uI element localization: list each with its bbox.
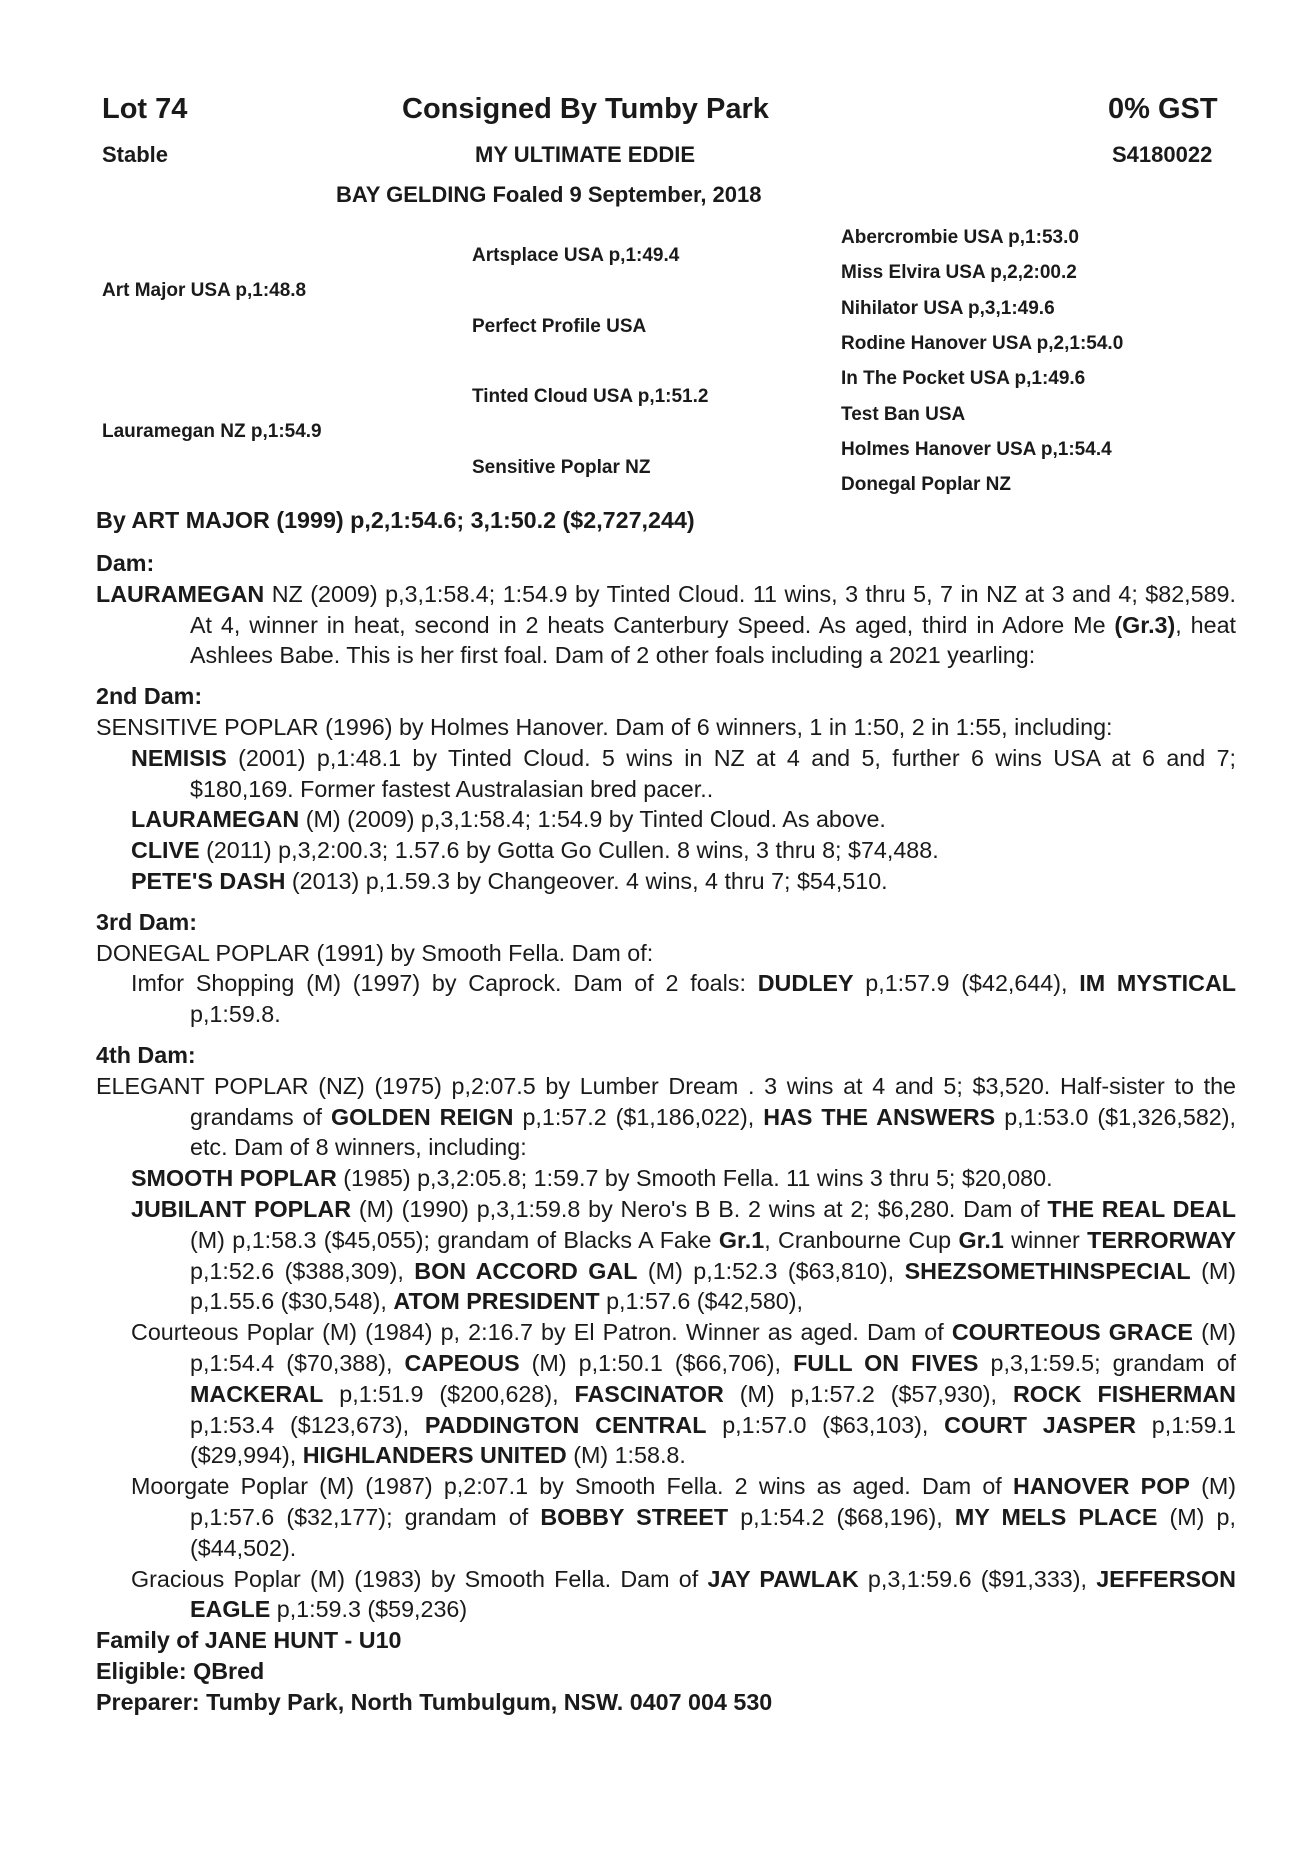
race-grade: Gr.1 [718,1226,765,1253]
pedigree-gen3-8: Donegal Poplar NZ [841,474,1011,495]
pedigree-dam: Lauramegan NZ p,1:54.9 [102,421,322,442]
progeny-text: (M) p,1:52.3 ($63,810), [637,1257,905,1284]
pedigree-gen3-6: Test Ban USA [841,404,966,425]
pedigree-gen3-4: Rodine Hanover USA p,2,1:54.0 [841,333,1124,354]
progeny-text: (M) p,1:54.4 ($70,388), [190,1319,1236,1376]
pedigree-dam-dam: Sensitive Poplar NZ [472,457,651,478]
progeny-text: Courteous Poplar (M) (1984) p, 2:16.7 by El Patron. Winner as aged. Dam of [131,1319,952,1346]
progeny-text: p,1:59.1 ($29,994), [190,1411,1236,1469]
progeny-entry [96,1163,1236,1194]
progeny-entry [96,1564,1236,1626]
preparer-line: Preparer: Tumby Park, North Tumbulgum, NSW. 0407 004 530 [96,1688,773,1715]
progeny-entry [96,866,1236,897]
second-dam-intro: SENSITIVE POPLAR (1996) by Holmes Hanover. Dam of 6 winners, 1 in 1:50, 2 in 1:55, including: [96,713,1113,740]
progeny-text: Gracious Poplar (M) (1983) by Smooth Fella. Dam of [131,1565,708,1592]
progeny-text: (M) p,1:58.3 ($45,055); grandam of Blacks A Fake [190,1226,719,1253]
progeny-name: SHEZSOMETHINSPECIAL [904,1257,1191,1284]
progeny-name: FULL ON FIVES [793,1349,979,1376]
pedigree-sire: Art Major USA p,1:48.8 [102,280,307,301]
progeny-entry [96,804,1236,835]
progeny-text: p,1:53.4 ($123,673), [190,1411,425,1438]
progeny-name: ATOM PRESIDENT [393,1288,600,1315]
progeny-name: PETE'S DASH [131,867,286,894]
progeny-text: (M) p,1.55.6 ($30,548), [190,1257,1236,1315]
progeny-text: p,1:59.8. [190,1001,281,1028]
progeny-entry [96,968,1236,1030]
progeny-entry [96,1471,1236,1563]
dam-heading: Dam: [96,550,155,576]
dam-text: p,1:57.2 ($1,186,022), [513,1103,764,1130]
progeny-name: CLIVE [131,837,200,864]
progeny-name: ROCK FISHERMAN [1012,1380,1236,1407]
dam-text-b: , heat Ashlees Babe. This is her first foal. Dam of 2 other foals including a 2021 yearling: [190,611,1236,669]
progeny-text: p,3,1:59.6 ($91,333), [858,1565,1097,1592]
progeny-name: JEFFERSON EAGLE [190,1565,1237,1623]
family-line: Family of JANE HUNT - U10 [96,1627,402,1654]
progeny-name: COURTEOUS GRACE [951,1319,1193,1346]
progeny-name: MY MELS PLACE [954,1503,1158,1530]
fourth-dam-heading: 4th Dam: [96,1041,196,1068]
progeny-entry [96,743,1236,805]
horse-name: MY ULTIMATE EDDIE [475,142,695,167]
progeny-text: p,1:59.3 ($59,236) [270,1596,468,1623]
progeny-entry [96,1317,1236,1471]
progeny-name: HIGHLANDERS UNITED [302,1442,567,1469]
dam-paragraph [96,579,1236,671]
progeny-text: (2011) p,3,2:00.3; 1.57.6 by Gotta Go Cullen. 8 wins, 3 thru 8; $74,488. [199,837,939,864]
progeny-text: (M) 1:58.8. [566,1442,686,1469]
progeny-text: p,1:54.2 ($68,196), [728,1503,955,1530]
sire-line: By ART MAJOR (1999) p,2,1:54.6; 3,1:50.2 ($2,727,244) [96,507,695,533]
pedigree-gen3-2: Miss Elvira USA p,2,2:00.2 [841,262,1077,283]
progeny-text: p,1:51.9 ($200,628), [323,1380,575,1407]
third-dam-intro: DONEGAL POPLAR (1991) by Smooth Fella. Dam of: [96,939,654,966]
progeny-text: , Cranbourne Cup [764,1226,959,1253]
second-dam-heading: 2nd Dam: [96,683,203,710]
pedigree-sire-sire: Artsplace USA p,1:49.4 [472,245,680,266]
catalogue-body [96,548,1236,1717]
horse-description: BAY GELDING Foaled 9 September, 2018 [336,182,762,207]
progeny-name: JUBILANT POPLAR [131,1195,352,1222]
horse-code: S4180022 [1112,142,1213,167]
progeny-text: (M) (2009) p,3,1:58.4; 1:54.9 by Tinted Cloud. As above. [299,806,886,833]
lot-number: Lot 74 [102,93,188,125]
progeny-entry [96,1194,1236,1317]
progeny-name: BON ACCORD GAL [414,1257,638,1284]
progeny-name: NEMISIS [131,744,227,771]
progeny-text: p,1:52.6 ($388,309), [190,1257,415,1284]
progeny-name: JAY PAWLAK [707,1565,859,1592]
stable-label: Stable [102,142,169,167]
gst-rate: 0% GST [1108,93,1218,125]
progeny-text: p,1:57.6 ($42,580), [599,1288,803,1315]
pedigree-gen3-1: Abercrombie USA p,1:53.0 [841,227,1079,248]
dam-text: p,1:53.0 ($1,326,582), etc. Dam of 8 winners, including: [190,1103,1236,1161]
dam-text-a: NZ (2009) p,3,1:58.4; 1:54.9 by Tinted Cloud. 11 wins, 3 thru 5, 7 in NZ at 3 and 4; $82,589. At 4, winner in heat, second in 2 heats Canterbury Speed. As aged, third in Adore Me [190,580,1236,638]
progeny-text: p,3,1:59.5; grandam of [978,1349,1236,1376]
progeny-text: winner [1003,1226,1088,1253]
race-grade: Gr.1 [958,1226,1004,1253]
progeny-name: CAPEOUS [404,1349,520,1376]
horse-name-bold: GOLDEN REIGN [331,1103,514,1130]
progeny-name: DUDLEY [757,970,854,997]
pedigree-gen3-5: In The Pocket USA p,1:49.6 [841,368,1086,389]
progeny-text: (M) p,1:57.2 ($57,930), [723,1380,1013,1407]
progeny-text: (2013) p,1.59.3 by Changeover. 4 wins, 4 thru 7; $54,510. [285,867,888,894]
progeny-name: SMOOTH POPLAR [131,1165,337,1192]
dam-grade: (Gr.3) [1114,611,1176,638]
horse-name-bold: HAS THE ANSWERS [763,1103,996,1130]
progeny-name: LAURAMEGAN [131,806,300,833]
dam-name: LAURAMEGAN [96,580,265,607]
pedigree-gen3-7: Holmes Hanover USA p,1:54.4 [841,439,1112,460]
progeny-text: p,1:57.9 ($42,644), [853,970,1080,997]
progeny-entry [96,835,1236,866]
progeny-name: BOBBY STREET [540,1503,729,1530]
pedigree-dam-sire: Tinted Cloud USA p,1:51.2 [472,386,709,407]
progeny-name: MACKERAL [190,1380,324,1407]
progeny-name: THE REAL DEAL [1047,1195,1236,1222]
progeny-text: (M) p, ($44,502). [190,1503,1236,1561]
progeny-text: (2001) p,1:48.1 by Tinted Cloud. 5 wins in NZ at 4 and 5, further 6 wins USA at 6 and 7; $180,169. Former fastest Australasian bred pacer.. [190,744,1236,802]
consignor: Consigned By Tumby Park [402,93,769,125]
progeny-text: (1985) p,3,2:05.8; 1:59.7 by Smooth Fella. 11 wins 3 thru 5; $20,080. [336,1165,1053,1192]
progeny-name: PADDINGTON CENTRAL [424,1411,707,1438]
progeny-name: FASCINATOR [574,1380,724,1407]
progeny-name: COURT JASPER [944,1411,1136,1438]
progeny-text: p,1:57.0 ($63,103), [706,1411,945,1438]
progeny-name: IM MYSTICAL [1079,970,1236,997]
pedigree-gen3-3: Nihilator USA p,3,1:49.6 [841,298,1055,319]
progeny-text: Moorgate Poplar (M) (1987) p,2:07.1 by Smooth Fella. 2 wins as aged. Dam of [131,1473,1013,1500]
eligible-line: Eligible: QBred [96,1657,265,1684]
dam-text: ELEGANT POPLAR (NZ) (1975) p,2:07.5 by Lumber Dream . 3 wins at 4 and 5; $3,520. Half-sister to the grandams of [96,1072,1236,1130]
progeny-text: Imfor Shopping (M) (1997) by Caprock. Dam of 2 foals: [131,970,758,997]
progeny-name: HANOVER POP [1012,1473,1190,1500]
fourth-dam-intro [96,1071,1236,1163]
pedigree-sire-dam: Perfect Profile USA [472,316,647,337]
progeny-text: (M) p,1:57.6 ($32,177); grandam of [190,1473,1236,1530]
progeny-name: TERRORWAY [1087,1226,1237,1253]
progeny-text: (M) p,1:50.1 ($66,706), [519,1349,794,1376]
progeny-text: (M) (1990) p,3,1:59.8 by Nero's B B. 2 wins at 2; $6,280. Dam of [351,1195,1048,1222]
third-dam-heading: 3rd Dam: [96,908,197,935]
